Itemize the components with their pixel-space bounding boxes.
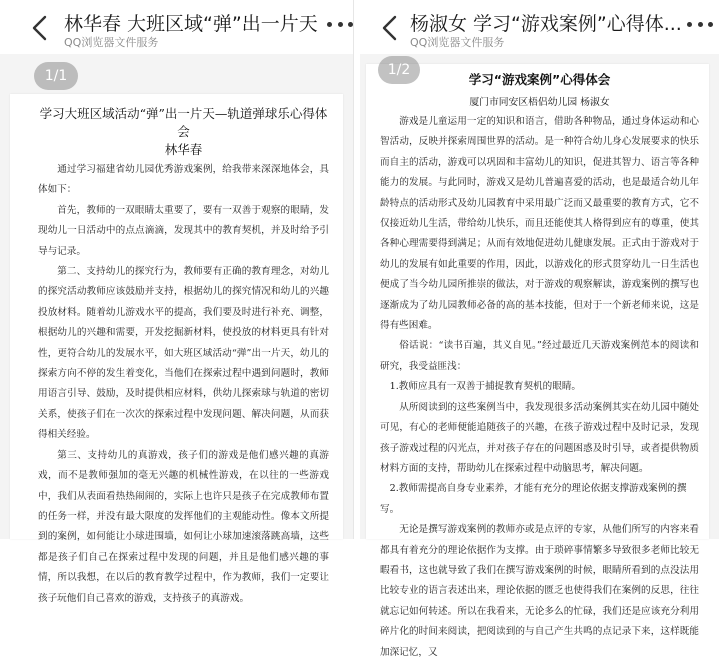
document-title: 学习大班区域活动“弹”出一片天—轨道弹球乐心得体会 (39, 106, 328, 139)
paragraph: 俗话说：“读书百遍，其义自见。”经过最近几天游戏案例范本的阅读和研究，我受益匪浅： (380, 340, 699, 372)
back-button[interactable] (378, 14, 402, 42)
page-indicator: 1/2 (378, 56, 420, 84)
document-viewer[interactable] (360, 54, 719, 658)
document-page (10, 94, 343, 604)
page-title: 林华春 大班区域“弹”出一片天 (64, 13, 318, 35)
right-header (360, 0, 719, 54)
page-title: 杨淑女 学习“游戏案例”心得体... (410, 13, 682, 35)
document-title: 学习“游戏案例”心得体会 (468, 72, 611, 87)
document-content (380, 70, 699, 663)
document-author: 厦门市同安区梧侣幼儿园 杨淑女 (469, 97, 610, 108)
page-subtitle: QQ浏览器文件服务 (410, 36, 505, 49)
document-content (38, 104, 329, 609)
more-dots-icon (687, 22, 692, 27)
section-heading: 2.教师需提高自身专业素养，才能有充分的理论依据支撑游戏案例的撰写。 (380, 483, 687, 515)
more-button[interactable] (687, 14, 713, 34)
back-button[interactable] (28, 14, 52, 42)
left-header (0, 0, 353, 54)
right-document-panel (360, 0, 719, 658)
paragraph: 通过学习福建省幼儿园优秀游戏案例，给我带来深深地体会，具体如下： (38, 164, 329, 196)
section-heading: 1.教师应具有一双善于捕捉教育契机的眼睛。 (389, 381, 582, 393)
chevron-left-icon (378, 14, 402, 42)
paragraph: 首先，教师的一双眼睛太重要了，要有一双善于观察的眼睛，发现幼儿一日活动中的点点滴滴，发现其中的教育契机，并及时给予引导与记录。 (38, 204, 329, 257)
left-document-panel (0, 0, 354, 604)
paragraph: 无论是撰写游戏案例的教师亦或是点评的专家，从他们所写的内容来看都具有着充分的理论依据作为支撑。由于琐碎事情繁多导致很多老师比较无暇看书，这也就导致了我们在撰写游戏案例的时候，眼睛所看到的点没法用比较专业的语言表述出来，理论依据的匮乏也使得我们在案例的反思，往往就忘记如何转述。所以在我看来，无论多么的忙碌，我们还是应该充分利用碎片化的时间来阅读，把阅读到的与自己产生共鸣的点记录下来，这样既能加深记忆，又 (380, 524, 699, 658)
document-page (366, 64, 709, 658)
document-author: 林华春 (164, 142, 203, 157)
page-indicator: 1/1 (34, 62, 78, 90)
paragraph: 第二、支持幼儿的探究行为，教师要有正确的教育理念，对幼儿的探究活动教师应该鼓励并支持，根据幼儿的探究情况和幼儿的兴趣投放材料。随着幼儿游戏水平的提高，我们要及时进行补充、调整，根据幼儿的兴趣和需要，开发挖掘新材料，使投放的材料更具有针对性，更符合幼儿的发展水平，如大班区域活动“弹”出一片天，幼儿的探索方向不停的发生着变化，当他们在探索过程中遇到问题时，教师用语言引导、鼓励，及时提供相应材料，供幼儿探索球与轨道的密切关系，使孩子们在一次次的探索过程中发现问题、解决问题，从而获得相关经验。 (38, 266, 329, 441)
more-dots-icon (327, 22, 332, 27)
paragraph: 第三、支持幼儿的真游戏，孩子们的游戏是他们感兴趣的真游戏，而不是教师强加的毫无兴趣的机械性游戏，在以往的一些游戏中，我们从表面看热热闹闹的，实际上也许只是孩子在完成教师布置的任务一样，并没有最大限度的发挥他们的主观能动性。像本文所提到的案例，如何能让小球进围墙，如何让小球加速滚落跳高墙，这些都是孩子们自己在探索过程中发现的问题，并且是他们感兴趣的事情，所以我想，在以后的教育教学过程中，作为教师，我们一定要让孩子玩他们自己喜欢的游戏，支持孩子的真游戏。 (38, 449, 329, 604)
paragraph: 游戏是儿童运用一定的知识和语言，借助各种物品，通过身体运动和心智活动，反映并探索周围世界的活动。是一种符合幼儿身心发展要求的快乐而自主的活动，游戏可以巩固和丰富幼儿的知识，促进其智力、语言等各种能力的发展。与此同时，游戏又是幼儿普遍喜爱的活动，也是最适合幼儿年龄特点的活动形式及幼儿园教育中采用最广泛而又最重要的教育方式，它不仅接近幼儿生活，带给幼儿快乐，而且还能使其人格得到应有的尊重，使其各种心理需要得到满足；从而有效地促进幼儿健康发展。正式由于游戏对于幼儿的发展有如此重要的作用，因此，以游戏化的形式贯穿幼儿一日生活也便成了当今幼儿园所推崇的做法，对于游戏的观察解读，游戏案例的撰写也逐渐成为了幼儿园教师必备的高的基本技能，但对于一个新老师来说，这是得有些困难。 (380, 116, 699, 332)
chevron-left-icon (28, 14, 52, 42)
document-viewer[interactable] (0, 54, 353, 604)
more-button[interactable] (327, 14, 353, 34)
page-subtitle: QQ浏览器文件服务 (64, 36, 159, 49)
paragraph: 从所阅读到的这些案例当中，我发现很多活动案例其实在幼儿园中随处可见，有心的老师便能追随孩子的兴趣，在孩子游戏过程中及时记录，发现孩子游戏过程的闪光点，并对孩子存在的问题困惑及时引导，或者提供物质材料方面的支持，帮助幼儿在探索过程中动脑思考，解决问题。 (380, 401, 699, 474)
